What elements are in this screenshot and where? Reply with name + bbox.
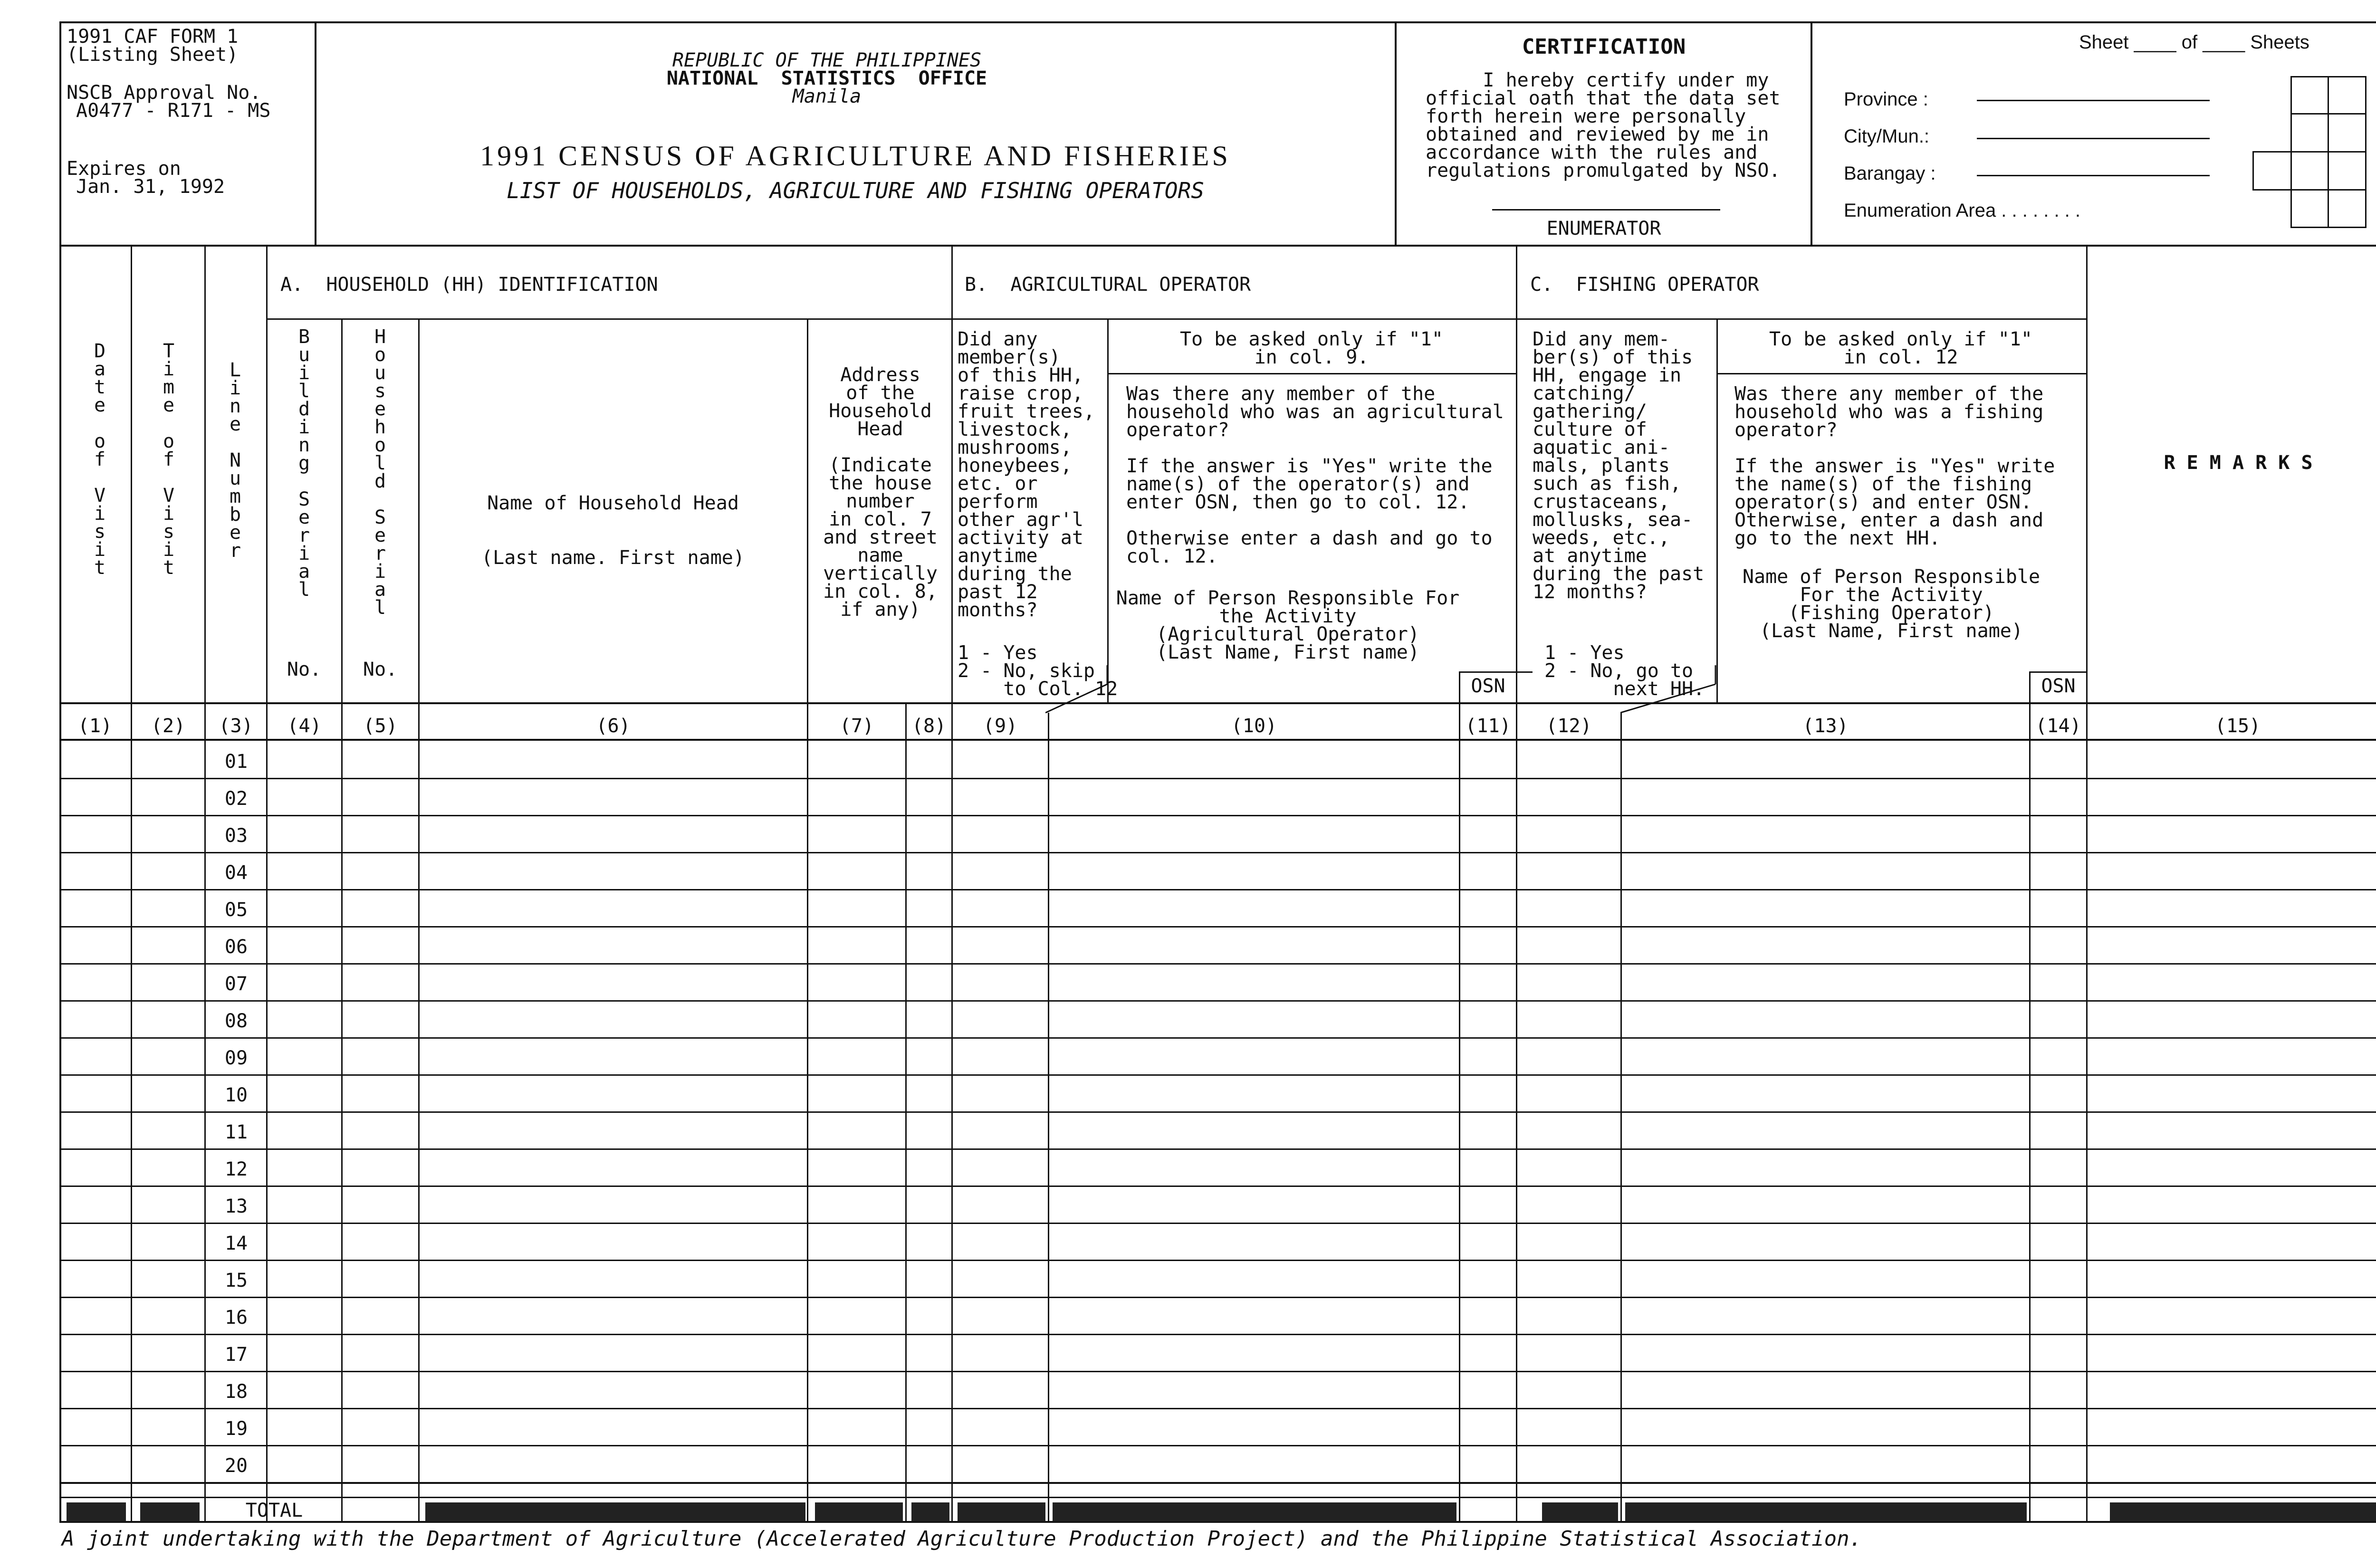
province-label: Province : (1844, 89, 1928, 110)
census-title: 1991 CENSUS OF AGRICULTURE AND FISHERIES (480, 140, 1231, 172)
province-field[interactable] (1977, 100, 2210, 101)
line-number: 07 (224, 973, 248, 995)
section-a-label: A. HOUSEHOLD (HH) IDENTIFICATION (280, 274, 658, 296)
column-number: (8) (911, 715, 947, 737)
col13-person: Name of Person Responsible For the Activity (Fishing Operator) (Last Name, First name) (1742, 566, 2041, 642)
column-number: (15) (2214, 715, 2261, 737)
hh-head-name-label: Name of Household Head (487, 492, 739, 514)
line-number: 05 (224, 899, 248, 921)
column-number: (6) (596, 715, 631, 737)
enumerator-label: ENUMERATOR (1546, 218, 1661, 239)
col9-question: Did any member(s) of this HH, raise crop, fruit trees, livestock, mushrooms, honeybees, etc. or perform other agr'l activity at anytime during the past 12 months? (958, 328, 1095, 621)
line-number: 09 (224, 1047, 248, 1069)
line-number: 01 (224, 751, 248, 773)
line-number: 04 (224, 862, 248, 884)
col-date-of-visit: D a t e o f V i s i t (94, 340, 106, 579)
total-shaded-cell (911, 1502, 949, 1521)
col12-codes: 1 - Yes 2 - No, go to next HH. (1544, 642, 1705, 700)
remarks-label: R E M A R K S (2164, 452, 2313, 474)
barangay-label: Barangay : (1844, 163, 1936, 184)
section-header-rule (266, 318, 2086, 320)
column-number: (11) (1465, 715, 1511, 737)
city-mun-field[interactable] (1977, 138, 2210, 139)
household-no-label: No. (363, 659, 398, 680)
line-number: 12 (224, 1158, 248, 1180)
city-line: Manila (792, 86, 862, 107)
line-number: 18 (224, 1381, 248, 1403)
section-b-label: B. AGRICULTURAL OPERATOR (965, 274, 1251, 296)
form-code: 1991 CAF FORM 1 (67, 26, 239, 48)
signature-line[interactable] (1492, 209, 1720, 210)
col14-osn-label: OSN (2041, 675, 2076, 697)
line-number: 16 (224, 1307, 248, 1329)
total-shaded-cell (1625, 1502, 2027, 1521)
section-c-label: C. FISHING OPERATOR (1530, 274, 1759, 296)
line-number: 20 (224, 1455, 248, 1477)
barangay-code-box[interactable] (2252, 151, 2292, 191)
line-number: 11 (224, 1121, 248, 1143)
col10-question: Was there any member of the household who was an agricultural operator? If the answer is "Yes" write the name(s) of the operator(s) and enter OSN, then go to col. 12. Otherwise enter a dash and go to col. 12. (1126, 383, 1504, 567)
column-number: (5) (363, 715, 398, 737)
total-shaded-cell (425, 1502, 805, 1521)
line-number: 13 (224, 1195, 248, 1217)
column-number: (13) (1802, 715, 1849, 737)
expires-label: Expires on (67, 158, 181, 180)
line-number: 06 (224, 936, 248, 958)
total-shaded-cell (1542, 1502, 1618, 1521)
col-time-of-visit: T i m e o f V i s i t (163, 340, 175, 579)
enumeration-area-label: Enumeration Area . . . . . . . . (1844, 200, 2081, 221)
total-label: TOTAL (245, 1500, 303, 1521)
column-number: (14) (2035, 715, 2081, 737)
column-number: (12) (1546, 715, 1592, 737)
line-number: 10 (224, 1084, 248, 1106)
building-no-label: No. (287, 659, 322, 680)
sheet-of-sheets: Sheet ____ of ____ Sheets (2079, 32, 2309, 53)
line-number: 03 (224, 825, 248, 847)
header-bottom-rule (59, 245, 2376, 247)
line-number: 17 (224, 1344, 248, 1366)
col12-question: Did any mem- ber(s) of this HH, engage in catching/ gathering/ culture of aquatic ani- mals, plants such as fish, crustaceans, mollusks, sea- weeds, etc., at anytime during the past 12 months? (1533, 328, 1705, 603)
office-line: NATIONAL STATISTICS OFFICE (666, 67, 987, 89)
col11-osn-label: OSN (1471, 675, 1505, 697)
col-household-serial: H o u s e h o l d S e r i a l (374, 326, 386, 619)
col13-question: Was there any member of the household who was a fishing operator? If the answer is "Yes" write the name(s) of the fishing operator(s) and enter OSN. Otherwise, enter a dash and go to the next HH. (1734, 383, 2055, 549)
col10-condition: To be asked only if "1" in col. 9. (1180, 328, 1443, 368)
header-divider-2 (1395, 21, 1397, 245)
column-number: (7) (839, 715, 874, 737)
line-number: 15 (224, 1270, 248, 1291)
column-number-row-top (59, 702, 2376, 704)
total-shaded-cell (140, 1502, 200, 1521)
col10-person: Name of Person Responsible For the Activity (Agricultural Operator) (Last Name, First name) (1116, 587, 1460, 663)
column-number-row-bottom (59, 739, 2376, 741)
col13-condition: To be asked only if "1" in col. 12 (1769, 328, 2032, 368)
header-divider-1 (315, 21, 316, 245)
column-number: (9) (983, 715, 1018, 737)
line-number: 02 (224, 788, 248, 810)
line-number: 19 (224, 1418, 248, 1440)
line-number: 14 (224, 1233, 248, 1254)
total-shaded-cell (2110, 1502, 2376, 1521)
certification-text: I hereby certify under my official oath that the data set forth herein were personally obtained and reviewed by me in accordance with the rules and regulations promulgated by NSO. (1426, 69, 1781, 182)
certification-heading: CERTIFICATION (1522, 35, 1686, 59)
census-subtitle: LIST OF HOUSEHOLDS, AGRICULTURE AND FISHING OPERATORS (507, 178, 1204, 203)
column-number: (2) (151, 715, 186, 737)
address-label: Address of the Household Head (829, 364, 932, 440)
col-line-number: L i n e N u m b e r (229, 359, 241, 562)
form-subtitle: (Listing Sheet) (67, 44, 239, 66)
city-mun-label: City/Mun.: (1844, 126, 1930, 147)
col9-codes: 1 - Yes 2 - No, skip to Col. 12 (958, 642, 1118, 700)
approval-label: NSCB Approval No. (67, 82, 261, 104)
total-shaded-cell (1053, 1502, 1456, 1521)
hh-head-order-label: (Last name. First name) (481, 547, 745, 569)
approval-number: A0477 - R171 - MS (76, 100, 271, 122)
republic-line: REPUBLIC OF THE PHILIPPINES (672, 49, 982, 71)
column-number: (1) (77, 715, 113, 737)
expires-date: Jan. 31, 1992 (76, 176, 225, 198)
barangay-field[interactable] (1977, 175, 2210, 176)
total-shaded-cell (958, 1502, 1045, 1521)
column-number: (10) (1231, 715, 1277, 737)
total-shaded-cell (67, 1502, 126, 1521)
col-building-serial: B u i l d i n g S e r i a l (298, 326, 310, 601)
header-divider-3 (1811, 21, 1812, 245)
line-number: 08 (224, 1010, 248, 1032)
column-number: (4) (287, 715, 322, 737)
column-number: (3) (219, 715, 253, 737)
address-note: (Indicate the house number in col. 7 and street name vertically in col. 8, if any) (823, 454, 938, 621)
total-shaded-cell (815, 1502, 903, 1521)
footer-note: A joint undertaking with the Department of Agriculture (Accelerated Agriculture Production Project) and the Philippine Statistical Association. (62, 1527, 1862, 1551)
